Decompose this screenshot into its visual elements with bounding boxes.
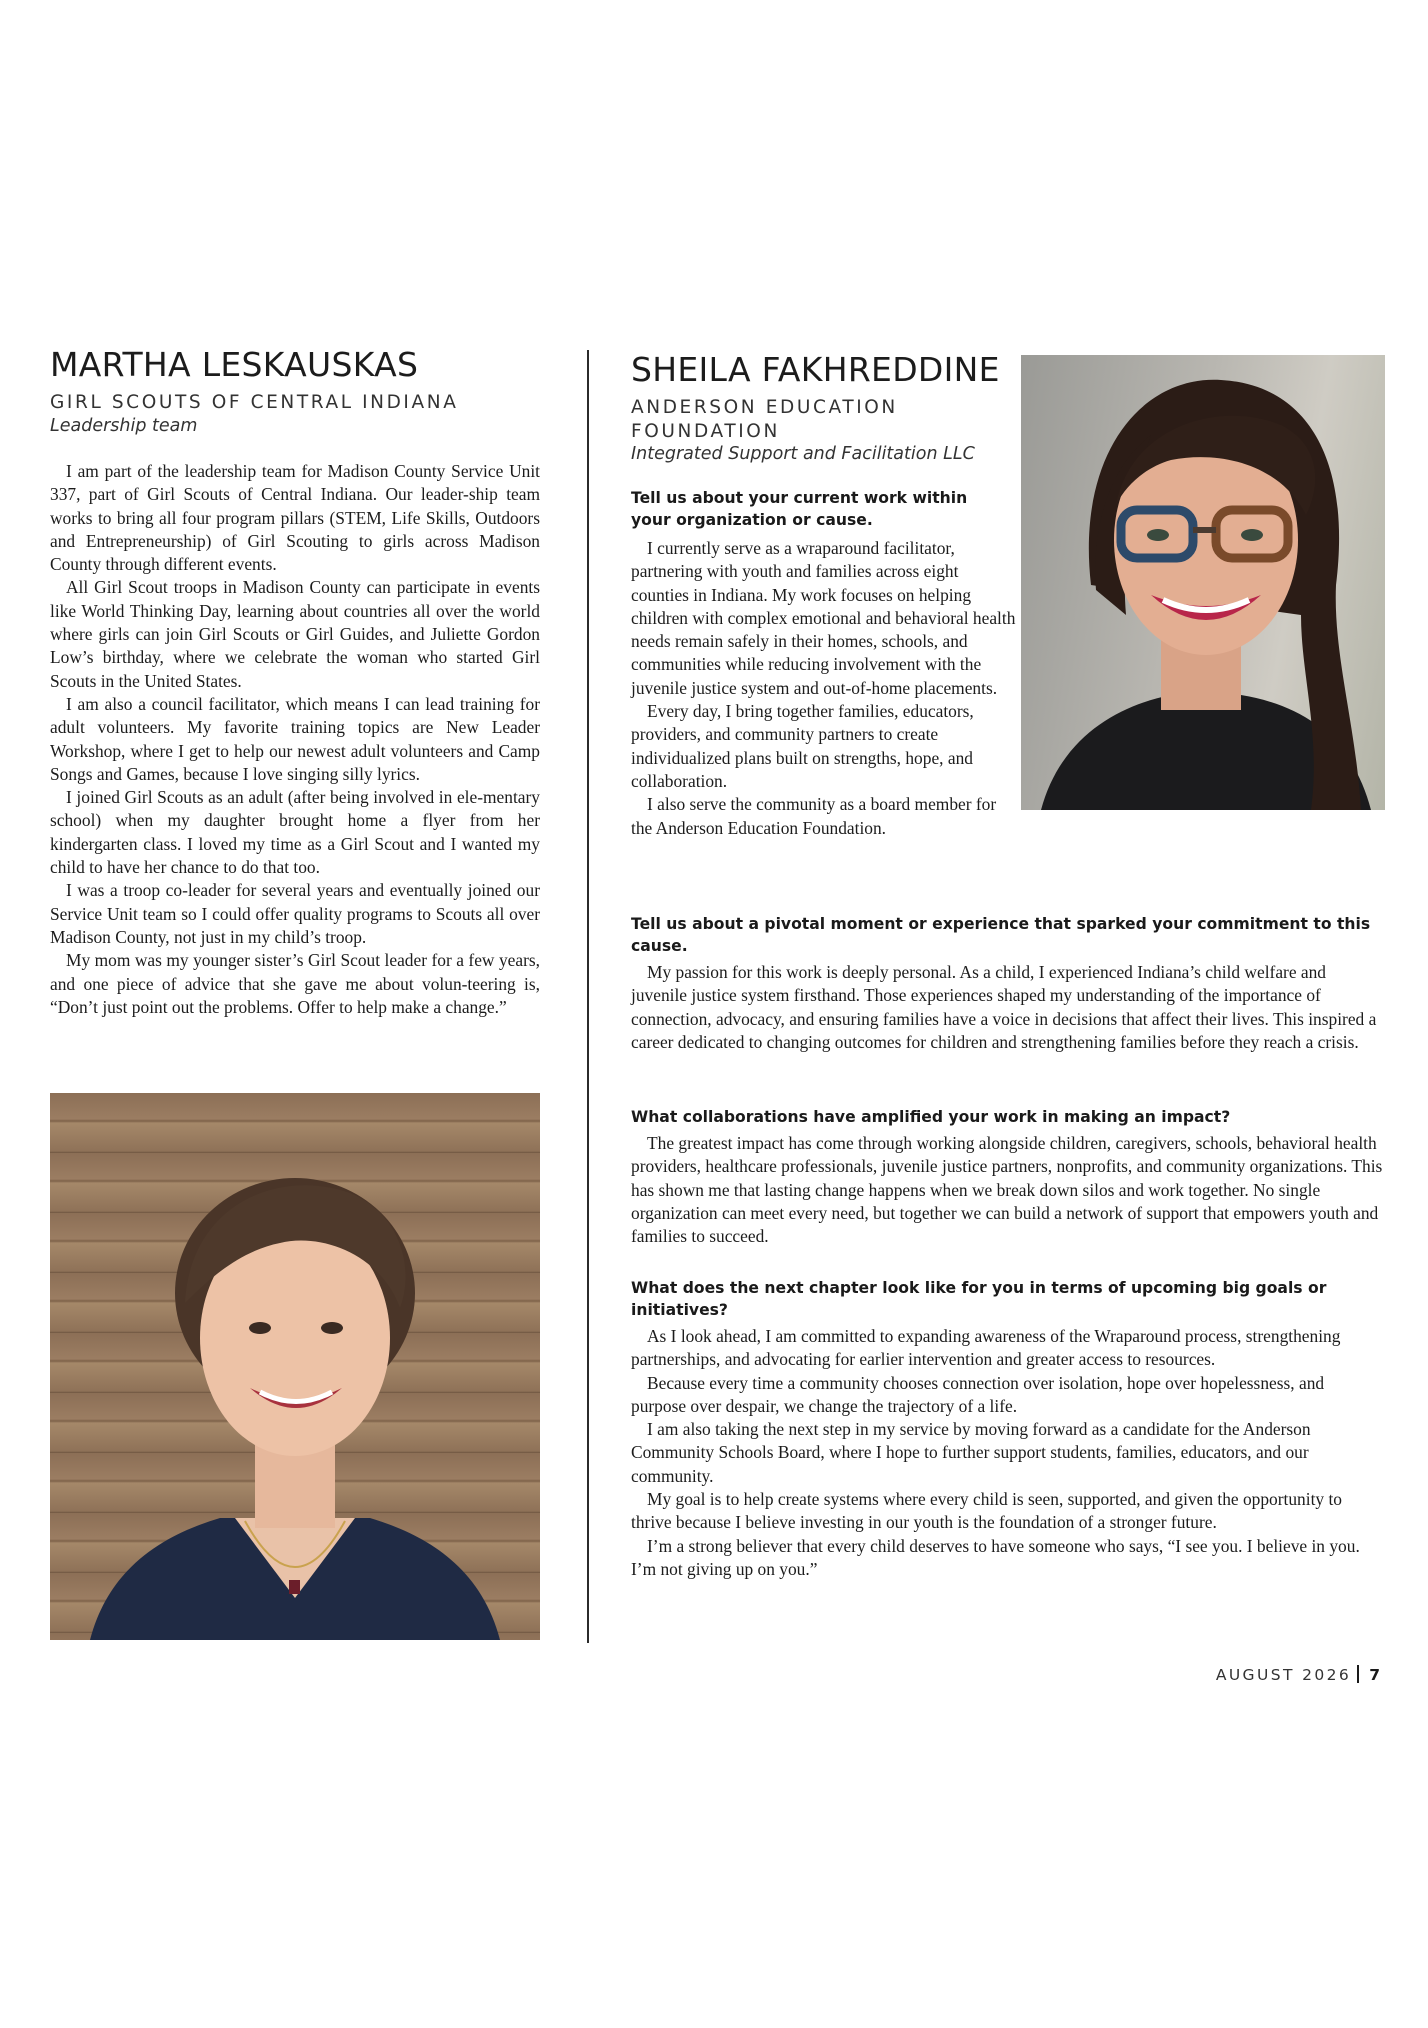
left-profile-organization: GIRL SCOUTS OF CENTRAL INDIANA bbox=[50, 392, 459, 413]
left-paragraph: I am part of the leadership team for Madison County Service Unit 337, part of Girl Scouts of Central Indiana. Our leader-ship team works to bring all four program pillars (STEM, Life Skills, Outdoors and Entrepreneurship) of Girl Scouting to girls across Madison County through different events. bbox=[50, 461, 540, 575]
footer-separator bbox=[1357, 1665, 1359, 1683]
right-section-current-work bbox=[631, 487, 1016, 840]
right-paragraph: I currently serve as a wraparound facilitator, partnering with youth and families across eight counties in Indiana. My work focuses on helping children with complex emotional and behavioral health needs remain safely in their homes, schools, and communities while reducing involvement with the juvenile justice system and out-of-home placements. bbox=[631, 538, 1016, 698]
left-paragraph: I was a troop co-leader for several years and eventually joined our Service Unit team so I could offer quality programs to Scouts all over Madison County, not just in my child’s troop. bbox=[50, 880, 540, 947]
right-paragraph: Every day, I bring together families, educators, providers, and community partners to create individualized plans built on strengths, hope, and collaboration. bbox=[631, 701, 974, 791]
left-profile-role: Leadership team bbox=[50, 416, 198, 436]
right-paragraph: My passion for this work is deeply personal. As a child, I experienced Indiana’s child welfare and juvenile justice system firsthand. Those experiences shaped my understanding of the importance of connection, advocacy, and ensuring families have a voice in decisions that affect their lives. This inspired a career dedicated to changing outcomes for children and strengthening families before they reach a crisis. bbox=[631, 962, 1377, 1052]
question-heading: What does the next chapter look like for you in terms of upcoming big goals or initiatives? bbox=[631, 1279, 1327, 1319]
question-heading: What collaborations have amplified your work in making an impact? bbox=[631, 1108, 1231, 1126]
right-profile-name: SHEILA FAKHREDDINE bbox=[631, 350, 1000, 389]
left-paragraph: All Girl Scout troops in Madison County can participate in events like World Thinking Day, learning about countries all over the world where girls can join Girl Scouts or Girl Guides, and Juliette Gordon Low’s birthday, where we celebrate the woman who started Girl Scouts in the United States. bbox=[50, 577, 540, 691]
right-paragraph: I’m a strong believer that every child deserves to have someone who says, “I see you. I believe in you. I’m not giving up on you.” bbox=[631, 1535, 1360, 1579]
sheila-portrait-illustration bbox=[1021, 355, 1385, 810]
right-paragraph: I am also taking the next step in my service by moving forward as a candidate for the Anderson Community Schools Board, where I hope to further support students, families, educators, and our community. bbox=[631, 1419, 1311, 1486]
right-section-next-chapter bbox=[631, 1277, 1383, 1581]
right-section-collaborations bbox=[631, 1106, 1383, 1248]
right-section-pivotal-moment bbox=[631, 913, 1383, 1054]
question-heading: Tell us about a pivotal moment or experience that sparked your commitment to this cause. bbox=[631, 915, 1371, 955]
left-paragraph: I am also a council facilitator, which means I can lead training for adult volunteers. My favorite training topics are New Leader Workshop, where I get to help our newest adult volunteers and Camp Songs and Games, because I love singing silly lyrics. bbox=[50, 693, 540, 784]
martha-portrait-illustration bbox=[50, 1093, 540, 1640]
right-profile-role: Integrated Support and Facilitation LLC bbox=[631, 444, 975, 464]
right-paragraph: As I look ahead, I am committed to expanding awareness of the Wraparound process, strengthening partnerships, and advocating for earlier intervention and greater access to resources. bbox=[631, 1326, 1341, 1370]
left-paragraph: My mom was my younger sister’s Girl Scout leader for a few years, and one piece of advice that she gave me about volun-teering is, “Don’t just point out the problems. Offer to help make a change.” bbox=[50, 950, 540, 1017]
question-heading: Tell us about your current work within your organization or cause. bbox=[631, 489, 968, 529]
right-profile-organization: ANDERSON EDUCATION FOUNDATION bbox=[631, 397, 898, 442]
right-paragraph: My goal is to help create systems where every child is seen, supported, and given the opportunity to thrive because I believe investing in our youth is the foundation of a stronger future. bbox=[631, 1489, 1342, 1533]
left-article-body bbox=[50, 460, 540, 1019]
page-footer bbox=[1216, 1665, 1380, 1684]
left-paragraph: I joined Girl Scouts as an adult (after being involved in ele-mentary school) when my daughter brought home a flyer from her kindergarten class. I loved my time as a Girl Scout and I wanted my child to have her chance to do that too. bbox=[50, 787, 540, 878]
right-paragraph: I also serve the community as a board member for the Anderson Education Foundation. bbox=[631, 794, 997, 838]
sheila-portrait-photo bbox=[1021, 355, 1385, 810]
page-number: 7 bbox=[1369, 1666, 1380, 1684]
martha-portrait-photo bbox=[50, 1093, 540, 1640]
left-profile-name: MARTHA LESKAUSKAS bbox=[50, 345, 419, 384]
issue-date: AUGUST 2026 bbox=[1215, 1666, 1352, 1684]
right-paragraph: Because every time a community chooses connection over isolation, hope over hopelessness, and purpose over despair, we change the trajectory of a life. bbox=[631, 1372, 1325, 1416]
column-divider bbox=[587, 350, 589, 1643]
right-paragraph: The greatest impact has come through working alongside children, caregivers, schools, behavioral health providers, healthcare professionals, juvenile justice partners, nonprofits, and community organizations. This has shown me that lasting change happens when we break down silos and work together. No single organization can meet every need, but together we can build a network of support that empowers youth and families to succeed. bbox=[631, 1133, 1383, 1247]
